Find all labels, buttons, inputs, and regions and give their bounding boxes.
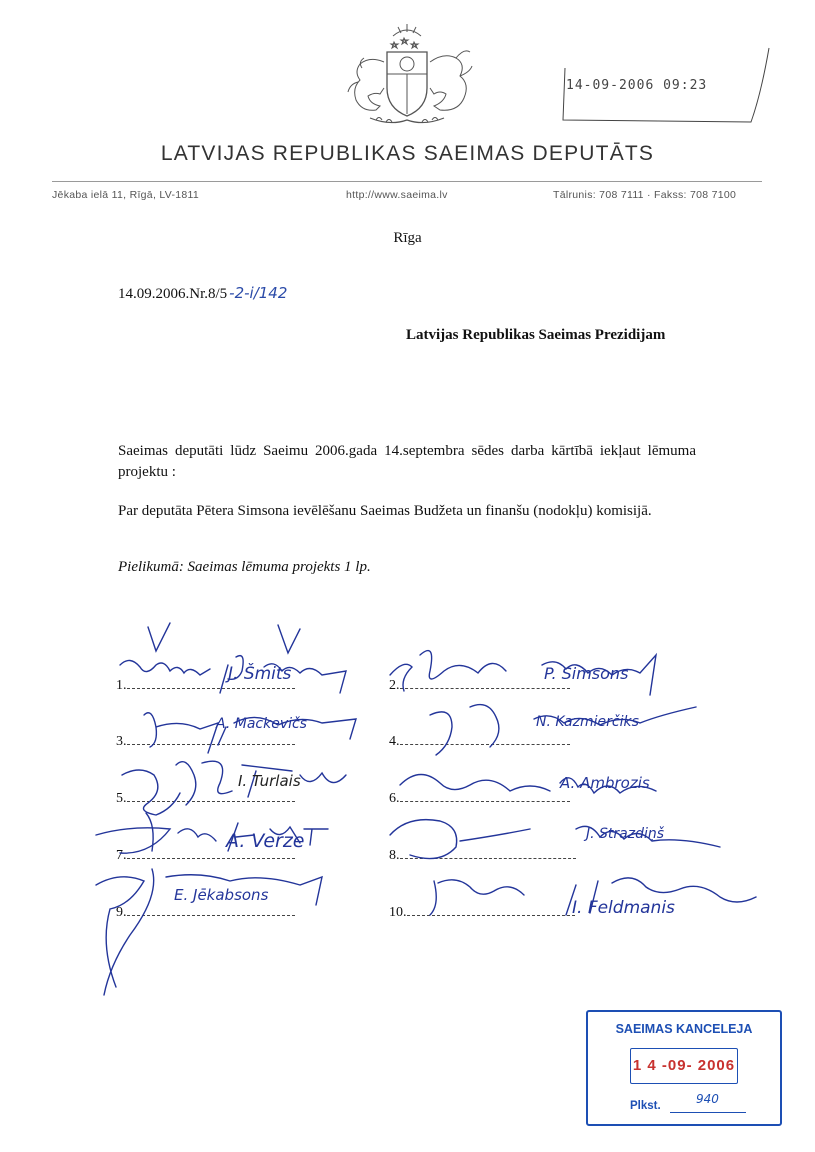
letter-reference [118, 284, 287, 303]
signature-name-2: P. Simsons [544, 664, 629, 683]
signature-name-3: A. Mackevičs [216, 716, 307, 732]
coat-of-arms-emblem [340, 22, 474, 128]
signature-name-8: J. Strazdiņš [586, 826, 665, 842]
signature-number: 2. [389, 678, 400, 693]
stamp-date: 1 4 -09- 2006 [632, 1057, 736, 1074]
signature-name-4: N. Kazmierčiks [536, 714, 639, 730]
registry-stamp [586, 1010, 782, 1126]
reference-handwritten: -2-i/142 [229, 284, 288, 302]
stamp-title: SAEIMAS KANCELEJA [615, 1022, 753, 1036]
stamp-time-value: 940 [696, 1092, 719, 1106]
letter-paragraph-subject: Par deputāta Pētera Simsona ievēlēšanu Saeimas Budžeta un finanšu (nodokļu) komisijā. [118, 503, 652, 519]
letter-attachment-note: Pielikumā: Saeimas lēmuma projekts 1 lp. [118, 559, 371, 575]
signature-name-10: I. Feldmanis [572, 898, 675, 918]
signature-number: 9. [116, 905, 127, 920]
signature-number: 8. [389, 848, 400, 863]
signature-number: 5. [116, 791, 127, 806]
letterhead-website: http://www.saeima.lv [346, 189, 448, 201]
letter-addressee: Latvijas Republikas Saeimas Prezidijam [406, 327, 666, 343]
letterhead-phone-fax: Tālrunis: 708 7111 · Fakss: 708 7100 [553, 189, 737, 201]
letterhead-title: LATVIJAS REPUBLIKAS SAEIMAS DEPUTĀTS [160, 142, 655, 165]
signature-name-9: E. Jēkabsons [174, 886, 269, 904]
stamp-date-box [630, 1048, 738, 1084]
stamp-time-line [670, 1112, 746, 1113]
signature-name-1: J. Šmits [228, 664, 292, 684]
stamp-time-label: Plkst. [630, 1100, 661, 1112]
signature-name-7: A. Verze [226, 830, 305, 852]
reference-printed: 14.09.2006.Nr.8/5 [118, 286, 228, 302]
signature-number: 4. [389, 734, 400, 749]
signature-number: 1. [116, 678, 127, 693]
signature-number: 7. [116, 848, 127, 863]
signature-number: 3. [116, 734, 127, 749]
signature-number: 10. [389, 905, 407, 920]
letterhead-address: Jēkaba ielā 11, Rīgā, LV-1811 [52, 189, 200, 201]
signature-name-6: A. Ambrozis [560, 774, 650, 792]
letterhead-divider [52, 181, 762, 182]
received-timestamp: 14-09-2006 09:23 [566, 78, 708, 93]
letter-paragraph-request: Saeimas deputāti lūdz Saeimu 2006.gada 14.septembra sēdes darba kārtībā iekļaut lēmuma projektu : [118, 443, 696, 480]
signature-number: 6. [389, 791, 400, 806]
letter-place: Rīga [393, 230, 422, 246]
signature-name-5: I. Turlais [238, 772, 301, 790]
handwritten-signatures [60, 615, 780, 1015]
